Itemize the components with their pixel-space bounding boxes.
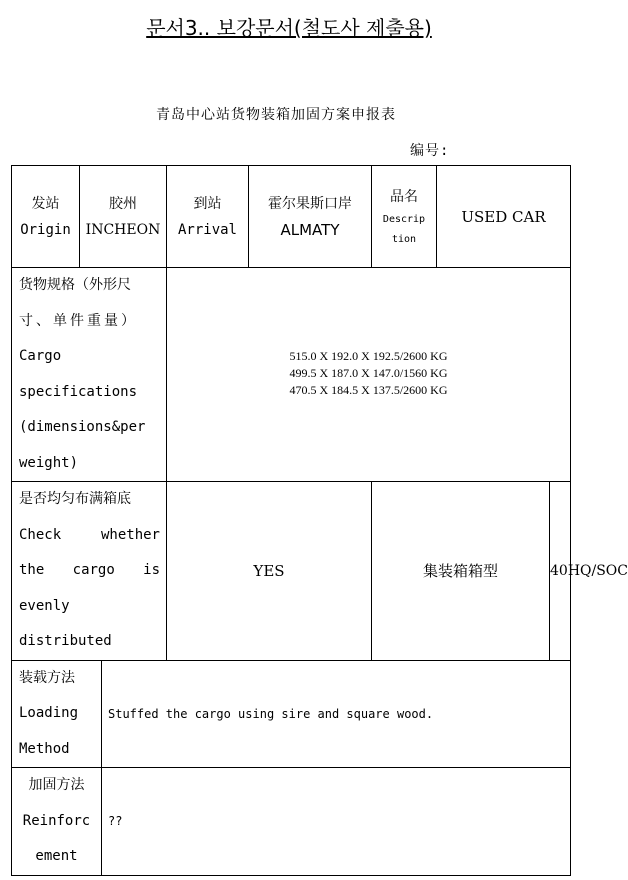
origin-label-en: Origin [20,221,71,238]
cargo-specifications-label-cell [12,268,167,482]
reinforcement-label-cn: 加固方法 [28,777,85,793]
distribution-value-cell [167,482,372,661]
reinforcement-value: ?? [108,814,123,829]
reinforcement-value-cell [102,768,571,876]
spec-label-en-3: (dimensions&per [19,419,146,435]
origin-value-cn: 胶州 [109,195,137,212]
loading-method-value: Stuffed the cargo using sire and square wood. [108,706,434,721]
distribution-label-en-1 [19,518,166,554]
distribution-word: whether [100,526,160,543]
description-label-en-2: tion [391,233,417,245]
arrival-value-en: ALMATY [280,220,340,239]
distribution-label-en-3: evenly [19,597,70,614]
reinforcement-label-cell [12,768,102,876]
origin-value-cell [80,166,167,268]
cargo-dimension-line: 499.5 X 187.0 X 147.0/1560 KG [289,366,448,380]
distribution-row [12,482,571,661]
loading-method-value-cell [102,660,571,768]
description-value-cell [437,166,571,268]
distribution-word: is [143,562,160,578]
serial-number-label: 编号: [410,143,450,159]
distribution-word: the [19,562,45,578]
description-label-cn: 品名 [390,188,418,205]
arrival-value-cn: 霍尔果斯口岸 [268,195,352,212]
spec-label-en-4: weight) [19,454,79,471]
cargo-dimensions-cell [167,268,571,482]
reinforcement-row [12,768,571,876]
cargo-specifications-row [12,268,571,482]
distribution-label-en-4: distributed [19,633,112,649]
route-row [12,166,571,268]
spec-label-en-2: specifications [19,383,138,400]
form-subtitle: 青岛中心站货物装箱加固方案申报表 [156,107,396,123]
arrival-label-en: Arrival [177,221,237,238]
distribution-label-en-2 [19,553,166,589]
spec-label-cn-2: 寸、单件重量） [19,312,138,329]
arrival-label-cell [167,166,249,268]
description-label-en-1: Descrip [382,213,426,225]
description-value: USED CAR [461,207,546,226]
declaration-form-table [11,165,628,876]
distribution-word: cargo [72,562,115,578]
container-type-value-cell [550,482,628,661]
spec-label-en-1: Cargo [19,348,62,364]
distribution-word: Check [19,526,62,543]
distribution-label-cell [12,482,167,661]
distribution-value: YES [253,561,285,580]
cargo-dimension-line: 470.5 X 184.5 X 137.5/2600 KG [289,383,448,397]
arrival-label-cn: 到站 [193,195,222,212]
arrival-value-cell [249,166,372,268]
container-type-label: 集装箱箱型 [422,562,498,581]
container-type-value: 40HQ/SOC [550,562,628,579]
reinforcement-label-en-2: ement [35,848,78,864]
description-label-cell [372,166,437,268]
loading-label-cn: 装载方法 [19,669,75,686]
origin-label-cell [12,166,80,268]
origin-value-en: INCHEON [85,221,161,238]
container-type-label-cell [372,482,550,661]
loading-method-row [12,660,571,768]
reinforcement-label-en-1: Reinforc [22,812,91,829]
cargo-dimension-line: 515.0 X 192.0 X 192.5/2600 KG [289,349,448,363]
loading-label-en-2: Method [19,740,70,757]
loading-method-label-cell [12,660,102,768]
spec-label-cn-1: 货物规格（外形尺 [19,277,131,293]
distribution-label-cn: 是否均匀布满箱底 [19,491,131,507]
document-title: 문서3.. 보강문서(철도사 제출용) [146,16,432,40]
loading-label-en-1: Loading [19,705,79,721]
origin-label-cn: 发站 [31,195,60,212]
